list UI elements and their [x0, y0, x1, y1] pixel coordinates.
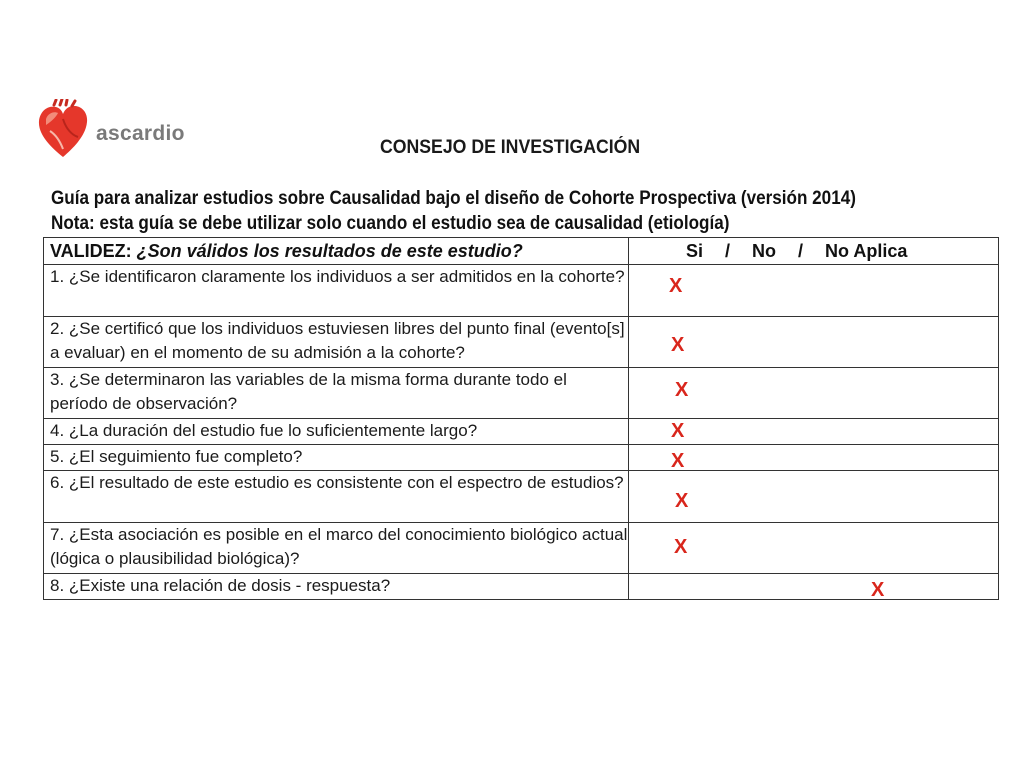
question-4: 4. ¿La duración del estudio fue lo suficientemente largo? [44, 419, 629, 445]
answer-cell-4 [629, 419, 999, 445]
heart-icon [36, 99, 90, 159]
answer-mark-si: X [671, 450, 685, 472]
answer-mark-si: X [675, 490, 689, 512]
table-row [44, 419, 999, 445]
question-2: 2. ¿Se certificó que los individuos estuviesen libres del punto final (evento[s] a evaluar) en el momento de su admisión a la cohorte? [44, 317, 629, 368]
option-no-aplica: No Aplica [825, 241, 908, 261]
question-5: 5. ¿El seguimiento fue completo? [44, 445, 629, 471]
table-row [44, 445, 999, 471]
answer-cell-5 [629, 445, 999, 471]
validity-label: VALIDEZ: [50, 241, 137, 261]
logo-text: ascardio [96, 122, 185, 145]
answer-cell-7 [629, 523, 999, 574]
council-title: CONSEJO DE INVESTIGACIÓN [380, 137, 641, 158]
answer-mark-no-aplica: X [871, 579, 885, 601]
answer-options-header [629, 238, 999, 265]
validity-question: ¿Son válidos los resultados de este estudio? [136, 241, 523, 261]
answer-mark-si: X [675, 379, 689, 401]
question-6: 6. ¿El resultado de este estudio es consistente con el espectro de estudios? [44, 471, 629, 523]
table-row [44, 317, 999, 368]
validity-header [44, 238, 629, 265]
option-separator: / [798, 241, 804, 261]
question-3: 3. ¿Se determinaron las variables de la misma forma durante todo el período de observación? [44, 368, 629, 419]
option-si: Si [686, 241, 704, 261]
answer-cell-1 [629, 265, 999, 317]
table-row [44, 523, 999, 574]
answer-mark-si: X [674, 536, 688, 558]
table-row [44, 368, 999, 419]
option-no: No [752, 241, 777, 261]
table-row [44, 471, 999, 523]
answer-mark-si: X [671, 420, 685, 442]
answer-cell-6 [629, 471, 999, 523]
answer-mark-si: X [671, 334, 685, 356]
answer-mark-si: X [669, 275, 683, 297]
table-row [44, 574, 999, 600]
guide-title: Guía para analizar estudios sobre Causalidad bajo el diseño de Cohorte Prospectiva (versión 2014) [51, 188, 856, 209]
question-1: 1. ¿Se identificaron claramente los individuos a ser admitidos en la cohorte? [44, 265, 629, 317]
table-row [44, 265, 999, 317]
question-8: 8. ¿Existe una relación de dosis - respuesta? [44, 574, 629, 600]
table-header-row [44, 238, 999, 265]
guide-note: Nota: esta guía se debe utilizar solo cuando el estudio sea de causalidad (etiología) [51, 213, 730, 234]
answer-cell-8 [629, 574, 999, 600]
validity-table [43, 237, 999, 600]
question-7: 7. ¿Esta asociación es posible en el marco del conocimiento biológico actual (lógica o plausibilidad biológica)? [44, 523, 629, 574]
answer-cell-3 [629, 368, 999, 419]
answer-cell-2 [629, 317, 999, 368]
option-separator: / [725, 241, 731, 261]
